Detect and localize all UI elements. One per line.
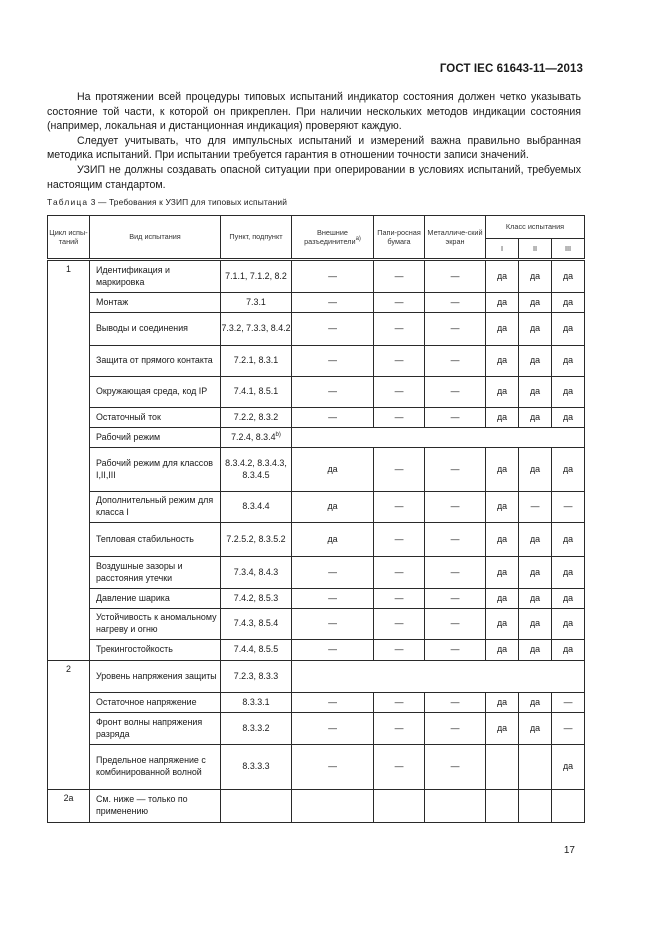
- cycle-cell: 1: [48, 260, 90, 661]
- footnote-mark: b): [275, 431, 281, 438]
- table-row: [48, 293, 585, 313]
- class-i-cell: да: [486, 260, 519, 293]
- table-row: [48, 523, 585, 557]
- class-i-cell: да: [486, 408, 519, 428]
- test-name: Окружающая среда, код IP: [90, 377, 221, 408]
- disconnectors-cell: —: [292, 693, 374, 713]
- test-name: Остаточное напряжение: [90, 693, 221, 713]
- class-iii-cell: да: [552, 745, 585, 790]
- footnote-mark: a): [355, 236, 361, 242]
- disconnectors-cell: —: [292, 346, 374, 377]
- class-i-cell: да: [486, 492, 519, 523]
- table-row: [48, 377, 585, 408]
- disconnectors-cell: —: [292, 260, 374, 293]
- class-i-cell: да: [486, 693, 519, 713]
- class-i-cell: да: [486, 448, 519, 492]
- class-iii-cell: да: [552, 448, 585, 492]
- test-name: Остаточный ток: [90, 408, 221, 428]
- class-i-cell: да: [486, 377, 519, 408]
- clause-cell: 7.2.1, 8.3.1: [221, 346, 292, 377]
- class-iii-cell: —: [552, 713, 585, 745]
- page-number: 17: [563, 845, 575, 856]
- table-row: [48, 713, 585, 745]
- clause-cell: 8.3.4.4: [221, 492, 292, 523]
- test-name: Трекингостойкость: [90, 640, 221, 661]
- paragraph: Следует учитывать, что для импульсных испытаний и измерений важна правильно выбранная методика испытаний. При испытании требуется гарантия в отношении точности записи значений.: [47, 134, 581, 162]
- paper-cell: —: [374, 609, 425, 640]
- table-row: [48, 346, 585, 377]
- table-caption: [47, 197, 287, 207]
- test-name: Монтаж: [90, 293, 221, 313]
- test-name: Тепловая стабильность: [90, 523, 221, 557]
- class-ii-cell: —: [519, 492, 552, 523]
- screen-cell: —: [425, 713, 486, 745]
- screen-cell: —: [425, 523, 486, 557]
- class-iii-cell: —: [552, 492, 585, 523]
- paper-cell: —: [374, 523, 425, 557]
- disconnectors-cell: —: [292, 557, 374, 589]
- disconnectors-cell: —: [292, 640, 374, 661]
- clause-cell: 7.4.2, 8.5.3: [221, 589, 292, 609]
- clause-cell: 7.4.4, 8.5.5: [221, 640, 292, 661]
- screen-cell: —: [425, 346, 486, 377]
- cycle-cell: 2: [48, 661, 90, 790]
- screen-cell: —: [425, 313, 486, 346]
- clause-cell: 8.3.3.2: [221, 713, 292, 745]
- header-clause: Пункт, подпункт: [221, 216, 292, 260]
- test-name: Предельное напряжение с комбинированной волной: [90, 745, 221, 790]
- screen-cell: —: [425, 609, 486, 640]
- class-iii-cell: [552, 790, 585, 823]
- class-ii-cell: да: [519, 557, 552, 589]
- paper-cell: —: [374, 346, 425, 377]
- header-cycle: Цикл испы-таний: [48, 216, 90, 260]
- disconnectors-cell: да: [292, 448, 374, 492]
- clause-cell: 8.3.3.3: [221, 745, 292, 790]
- class-iii-cell: да: [552, 313, 585, 346]
- class-iii-cell: —: [552, 693, 585, 713]
- class-i-cell: да: [486, 713, 519, 745]
- screen-cell: —: [425, 293, 486, 313]
- paper-cell: —: [374, 557, 425, 589]
- class-iii-cell: да: [552, 557, 585, 589]
- screen-cell: —: [425, 745, 486, 790]
- disconnectors-cell: —: [292, 313, 374, 346]
- paper-cell: —: [374, 492, 425, 523]
- disconnectors-cell: да: [292, 492, 374, 523]
- header-test-type: Вид испытания: [90, 216, 221, 260]
- class-ii-cell: да: [519, 523, 552, 557]
- header-test-class: Класс испытания: [486, 216, 585, 239]
- class-ii-cell: да: [519, 313, 552, 346]
- table-row: [48, 790, 585, 823]
- screen-cell: —: [425, 408, 486, 428]
- paper-cell: —: [374, 713, 425, 745]
- table-row: [48, 640, 585, 661]
- disconnectors-cell: [292, 790, 374, 823]
- class-ii-cell: да: [519, 589, 552, 609]
- screen-cell: [425, 790, 486, 823]
- disconnectors-cell: да: [292, 523, 374, 557]
- class-ii-cell: да: [519, 640, 552, 661]
- class-ii-cell: [519, 745, 552, 790]
- table-row: [48, 448, 585, 492]
- class-iii-cell: да: [552, 377, 585, 408]
- screen-cell: —: [425, 557, 486, 589]
- paragraph: На протяжении всей процедуры типовых испытаний индикатор состояния должен четко указывать состояние той части, к которой он прикреплен. При наличии нескольких методов индикации состояния (например, локальная и дистанционная индикация) проверяют каждую.: [47, 91, 581, 133]
- class-ii-cell: да: [519, 713, 552, 745]
- class-iii-cell: да: [552, 589, 585, 609]
- disconnectors-cell: —: [292, 408, 374, 428]
- class-i-cell: да: [486, 523, 519, 557]
- class-ii-cell: [519, 790, 552, 823]
- class-ii-cell: да: [519, 609, 552, 640]
- test-name: Рабочий режим для классов I,II,III: [90, 448, 221, 492]
- class-ii-cell: да: [519, 293, 552, 313]
- table-row: [48, 313, 585, 346]
- clause-cell: 7.3.1: [221, 293, 292, 313]
- clause-cell: [221, 790, 292, 823]
- class-i-cell: да: [486, 557, 519, 589]
- table-row: [48, 492, 585, 523]
- table-row: [48, 428, 585, 448]
- table-row: [48, 661, 585, 693]
- class-ii-cell: да: [519, 693, 552, 713]
- merged-empty-cell: [292, 428, 585, 448]
- screen-cell: —: [425, 492, 486, 523]
- test-name: Рабочий режим: [90, 428, 221, 448]
- class-i-cell: да: [486, 609, 519, 640]
- class-i-cell: да: [486, 313, 519, 346]
- class-iii-cell: да: [552, 609, 585, 640]
- class-iii-cell: да: [552, 293, 585, 313]
- paragraph: УЗИП не должны создавать опасной ситуации при оперировании в условиях испытаний, требуемых настоящим стандартом.: [47, 163, 581, 191]
- test-name: Идентификация и маркировка: [90, 260, 221, 293]
- header-disconnectors: [292, 216, 374, 260]
- table-row: [48, 557, 585, 589]
- table-header: [48, 216, 585, 260]
- header-class-iii: III: [552, 239, 585, 260]
- table-caption-label: Таблица: [47, 197, 89, 207]
- test-name: Фронт волны напряжения разряда: [90, 713, 221, 745]
- table-row: [48, 260, 585, 293]
- test-name: Воздушные зазоры и расстояния утечки: [90, 557, 221, 589]
- class-i-cell: да: [486, 346, 519, 377]
- cycle-cell: 2a: [48, 790, 90, 823]
- clause-cell: 7.1.1, 7.1.2, 8.2: [221, 260, 292, 293]
- clause-cell: 7.4.3, 8.5.4: [221, 609, 292, 640]
- class-ii-cell: да: [519, 260, 552, 293]
- disconnectors-cell: —: [292, 293, 374, 313]
- clause-text: 7.2.4, 8.3.4: [231, 431, 276, 442]
- test-name: Защита от прямого контакта: [90, 346, 221, 377]
- header-disconnectors-label: Внешние разъединители: [304, 227, 356, 246]
- disconnectors-cell: —: [292, 713, 374, 745]
- paper-cell: —: [374, 293, 425, 313]
- test-name: Давление шарика: [90, 589, 221, 609]
- class-ii-cell: да: [519, 408, 552, 428]
- test-requirements-table: [47, 215, 585, 823]
- class-i-cell: да: [486, 293, 519, 313]
- header-class-ii: II: [519, 239, 552, 260]
- test-name: Выводы и соединения: [90, 313, 221, 346]
- class-ii-cell: да: [519, 346, 552, 377]
- test-name: Уровень напряжения защиты: [90, 661, 221, 693]
- disconnectors-cell: —: [292, 609, 374, 640]
- clause-cell: 8.3.4.2, 8.3.4.3, 8.3.4.5: [221, 448, 292, 492]
- class-i-cell: да: [486, 589, 519, 609]
- test-name: Дополнительный режим для класса I: [90, 492, 221, 523]
- class-iii-cell: да: [552, 408, 585, 428]
- paper-cell: —: [374, 313, 425, 346]
- clause-cell: 7.2.2, 8.3.2: [221, 408, 292, 428]
- table-row: [48, 693, 585, 713]
- disconnectors-cell: —: [292, 589, 374, 609]
- paper-cell: —: [374, 640, 425, 661]
- paper-cell: —: [374, 377, 425, 408]
- merged-empty-cell: [292, 661, 585, 693]
- screen-cell: —: [425, 693, 486, 713]
- clause-cell: 7.3.2, 7.3.3, 8.4.2: [221, 313, 292, 346]
- paper-cell: —: [374, 589, 425, 609]
- test-name: См. ниже — только по применению: [90, 790, 221, 823]
- document-id: ГОСТ IEC 61643-11—2013: [439, 63, 583, 75]
- class-iii-cell: да: [552, 260, 585, 293]
- table-row: [48, 408, 585, 428]
- clause-cell: 7.2.3, 8.3.3: [221, 661, 292, 693]
- screen-cell: —: [425, 260, 486, 293]
- clause-cell: [221, 428, 292, 448]
- screen-cell: —: [425, 640, 486, 661]
- disconnectors-cell: —: [292, 745, 374, 790]
- clause-cell: 7.4.1, 8.5.1: [221, 377, 292, 408]
- table-row: [48, 609, 585, 640]
- clause-cell: 8.3.3.1: [221, 693, 292, 713]
- header-class-i: I: [486, 239, 519, 260]
- screen-cell: —: [425, 448, 486, 492]
- screen-cell: —: [425, 377, 486, 408]
- class-iii-cell: да: [552, 523, 585, 557]
- screen-cell: —: [425, 589, 486, 609]
- class-i-cell: [486, 790, 519, 823]
- class-i-cell: [486, 745, 519, 790]
- header-tissue-paper: Папи-росная бумага: [374, 216, 425, 260]
- table-body: [48, 260, 585, 823]
- table-row: [48, 745, 585, 790]
- clause-cell: 7.3.4, 8.4.3: [221, 557, 292, 589]
- paper-cell: [374, 790, 425, 823]
- paper-cell: —: [374, 693, 425, 713]
- paper-cell: —: [374, 448, 425, 492]
- clause-cell: 7.2.5.2, 8.3.5.2: [221, 523, 292, 557]
- class-iii-cell: да: [552, 346, 585, 377]
- table-caption-text: 3 — Требования к УЗИП для типовых испытаний: [88, 197, 288, 207]
- header-metal-screen: Металличе-ский экран: [425, 216, 486, 260]
- paper-cell: —: [374, 745, 425, 790]
- paper-cell: —: [374, 260, 425, 293]
- class-i-cell: да: [486, 640, 519, 661]
- disconnectors-cell: —: [292, 377, 374, 408]
- paper-cell: —: [374, 408, 425, 428]
- test-name: Устойчивость к аномальному нагреву и огню: [90, 609, 221, 640]
- class-ii-cell: да: [519, 448, 552, 492]
- class-iii-cell: да: [552, 640, 585, 661]
- class-ii-cell: да: [519, 377, 552, 408]
- body-text: [47, 90, 581, 192]
- table-row: [48, 589, 585, 609]
